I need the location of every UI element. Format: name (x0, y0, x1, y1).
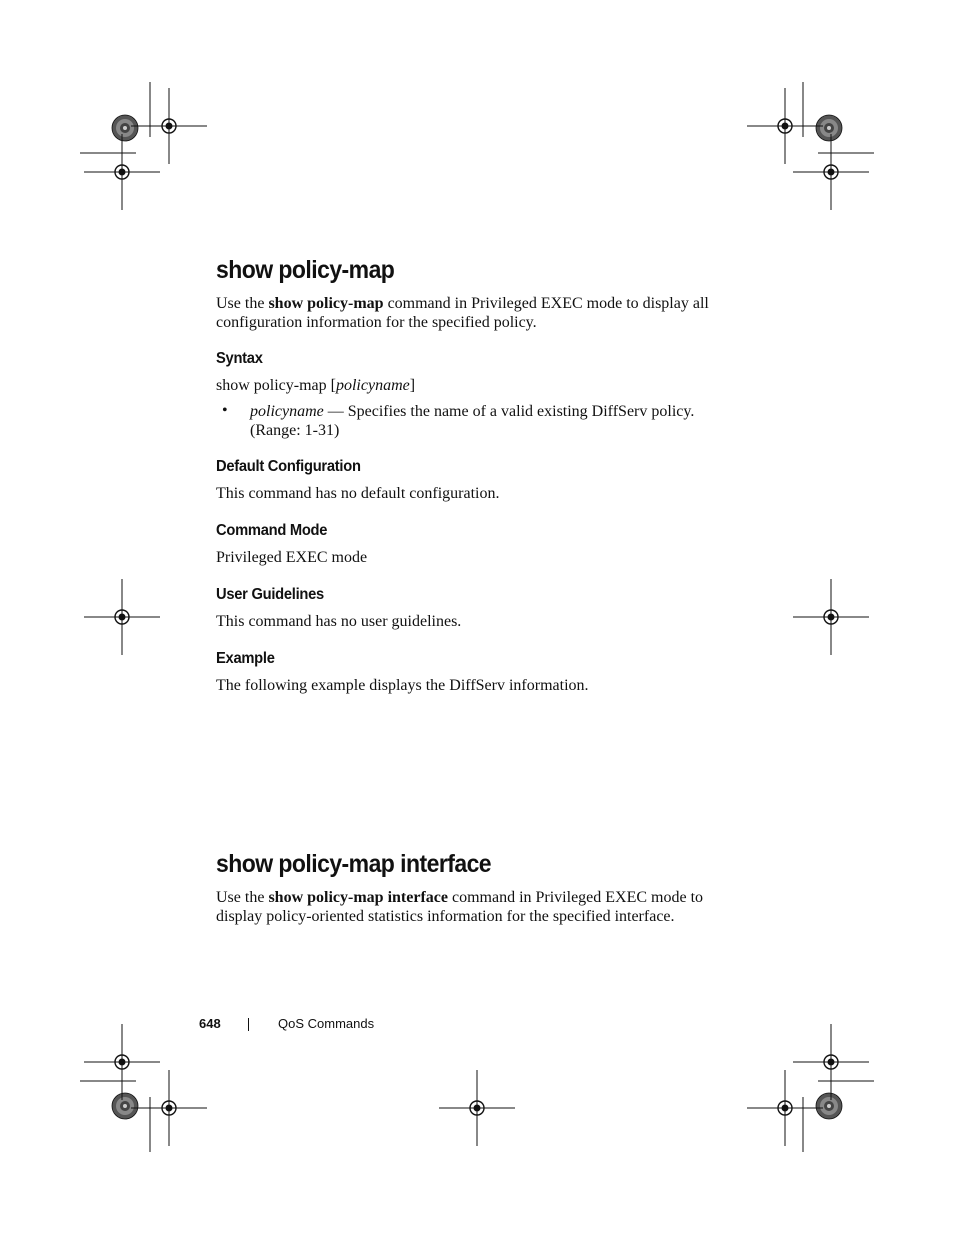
star-target-icon (112, 115, 138, 141)
syntax-param: policyname (335, 377, 410, 394)
footer-separator (248, 1018, 249, 1031)
syntax-command: show policy-map (216, 377, 327, 394)
registration-target-icon (84, 579, 160, 655)
param-description: — Specifies the name of a valid existing DiffServ policy. (323, 403, 695, 420)
intro-text: command in Privileged EXEC mode to (447, 889, 704, 906)
section-title: show policy-map interface (216, 850, 492, 878)
command-name: show policy-map interface (268, 889, 448, 906)
registration-target-icon (793, 579, 869, 655)
page-number: 648 (199, 1016, 221, 1031)
syntax-line (216, 376, 415, 395)
crop-mark-top-right (803, 82, 874, 153)
registration-target-icon (131, 88, 207, 164)
param-name: policyname (250, 403, 324, 420)
default-config-heading: Default Configuration (216, 458, 361, 475)
bullet-text (250, 402, 694, 440)
example-heading: Example (216, 650, 275, 667)
registration-target-icon (747, 1070, 823, 1146)
intro-text: display policy-oriented statistics information for the specified interface. (216, 908, 675, 925)
intro-text: Use the (216, 889, 269, 906)
intro-text: Use the (216, 295, 269, 312)
registration-target-icon (84, 134, 160, 210)
user-guidelines-heading: User Guidelines (216, 586, 324, 603)
crop-mark-top-left (80, 82, 150, 153)
default-config-text: This command has no default configuration. (216, 485, 500, 502)
bullet-symbol: • (222, 402, 228, 419)
intro-paragraph (216, 294, 709, 332)
star-target-icon (112, 1093, 138, 1119)
chapter-title: QoS Commands (278, 1016, 375, 1031)
bracket-open: [ (326, 377, 336, 394)
command-name: show policy-map (268, 295, 384, 312)
param-range: (Range: 1-31) (250, 422, 340, 439)
user-guidelines-text: This command has no user guidelines. (216, 613, 462, 630)
intro-paragraph (216, 888, 703, 926)
command-mode-text: Privileged EXEC mode (216, 549, 368, 566)
command-mode-heading: Command Mode (216, 522, 328, 539)
crop-mark-bottom-left (80, 1081, 150, 1152)
registration-target-icon (793, 134, 869, 210)
syntax-heading: Syntax (216, 350, 263, 367)
intro-text: command in Privileged EXEC mode to display all (383, 295, 709, 312)
crop-mark-bottom-right (803, 1081, 874, 1152)
registration-target-icon (747, 88, 823, 164)
registration-target-icon (84, 1024, 160, 1100)
bracket-close: ] (409, 377, 416, 394)
star-target-icon (816, 115, 842, 141)
section-title: show policy-map (216, 256, 395, 284)
example-text: The following example displays the DiffServ information. (216, 677, 589, 694)
registration-target-icon (131, 1070, 207, 1146)
registration-target-icon (439, 1070, 515, 1146)
intro-text: configuration information for the specified policy. (216, 314, 537, 331)
registration-target-icon (793, 1024, 869, 1100)
star-target-icon (816, 1093, 842, 1119)
